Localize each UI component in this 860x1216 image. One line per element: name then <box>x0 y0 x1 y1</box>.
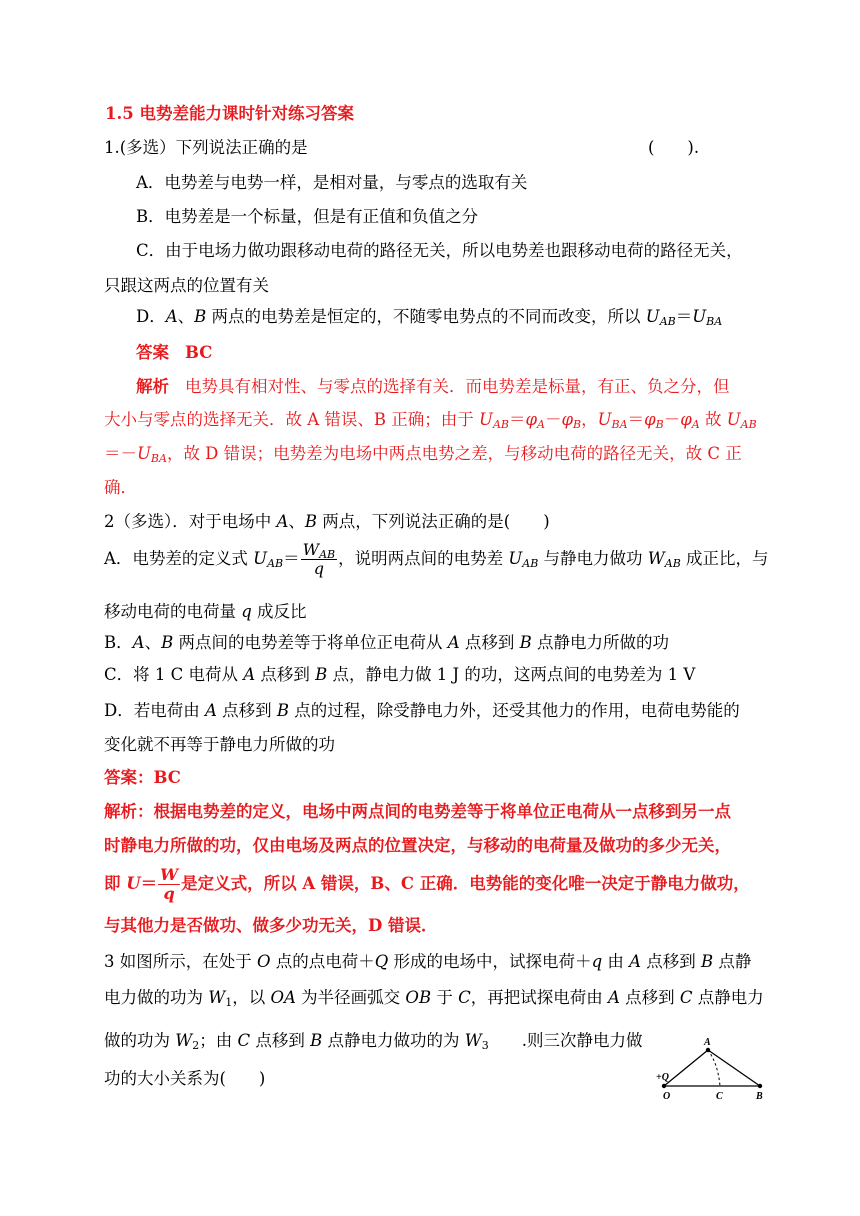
document-title: 1.5 电势差能力课时针对练习答案 <box>105 104 354 123</box>
q3-line4: 功的大小关系为( ) <box>104 1069 266 1088</box>
q1-explanation-line2: 大小与零点的选择无关．故 A 错误、B 正确；由于 $U_{AB}=\varphi_A-\varphi_B$，$U_{BA}=\varphi_B-\varphi_A$ 故 $U_{AB}$ <box>104 410 757 431</box>
q1-explanation-line3: $=-U_{BA}$，故 D 错误；电势差为电场中两点电势之差，与移动电荷的路径无关，故 C 正 <box>104 444 742 465</box>
q1-answer-label: 答案 <box>136 343 169 362</box>
point-a-dot <box>706 1048 710 1052</box>
q1-option-b: B．电势差是一个标量，但是有正值和负值之分 <box>136 207 479 226</box>
q1-option-d: D．A、B 两点的电势差是恒定的，不随零电势点的不同而改变，所以 $U_{AB}=U_{BA}$ <box>136 307 723 328</box>
label-q: +Q <box>656 1072 669 1083</box>
q1-explanation-label: 解析 <box>136 377 169 396</box>
q2-option-d-line2: 变化就不再等于静电力所做的功 <box>104 735 335 754</box>
q1-option-a: A．电势差与电势一样，是相对量，与零点的选取有关 <box>136 173 528 192</box>
point-o-dot <box>662 1084 666 1088</box>
q2-stem: 2（多选）．对于电场中 A、B 两点，下列说法正确的是( ) <box>104 512 550 531</box>
q3-line1: 3 如图所示，在处于 O 点的点电荷＋Q 形成的电场中，试探电荷＋q 由 A 点移到 B 点静 <box>104 952 752 971</box>
label-o: O <box>663 1091 671 1102</box>
segment-oa <box>664 1050 708 1086</box>
fraction-wab-over-q: $\frac{W_{AB}}{q}$ <box>302 540 336 578</box>
q2-explanation-line4: 与其他力是否做功、做多少功无关，D 错误． <box>104 916 438 935</box>
label-c: C <box>716 1091 723 1102</box>
charge-field-diagram <box>654 1036 774 1104</box>
segment-ab <box>708 1050 760 1086</box>
q2-explanation-line3: 即 U＝ $\frac{W}{q}$ 是定义式，所以 A 错误，B、C 正确．电势能的变化唯一决定于静电力做功， <box>104 865 750 903</box>
q1-explanation-line1: 解析 电势具有相对性、与零点的选择有关．而电势差是标量，有正、负之分，但 <box>136 377 730 396</box>
q2-option-a-line2: 移动电荷的电荷量 q 成反比 <box>104 602 307 621</box>
q2-option-b: B．A、B 两点间的电势差等于将单位正电荷从 A 点移到 B 点静电力所做的功 <box>104 633 670 652</box>
q1-answer <box>136 343 212 363</box>
fraction-w-over-q: $\frac{W}{q}$ <box>160 865 179 903</box>
q2-explanation-line2: 时静电力所做的功，仅由电场及两点的位置决定，与移动的电荷量及做功的多少无关， <box>104 836 731 855</box>
point-b-dot <box>758 1084 762 1088</box>
label-b: B <box>756 1091 763 1102</box>
q2-option-d-line1: D．若电荷由 A 点移到 B 点的过程，除受静电力外，还受其他力的作用，电荷电势能的 <box>104 701 740 720</box>
q1-option-c-line2: 只跟这两点的位置有关 <box>104 276 269 295</box>
q2-option-c: C．将 1 C 电荷从 A 点移到 B 点，静电力做 1 J 的功，这两点间的电势差为 1 V <box>104 665 696 684</box>
label-a: A <box>704 1037 711 1048</box>
q3-line2: 电力做的功为 $W_1$，以 OA 为半径画弧交 OB 于 C，再把试探电荷由 A 点移到 C 点静电力 <box>104 988 764 1009</box>
q2-option-a-line1: A．电势差的定义式 $U_{AB}=$ $\frac{W_{AB}}{q}$ ，说明两点间的电势差 $U_{AB}$ 与静电力做功 $W_{AB}$ 成正比，与 <box>104 540 769 578</box>
q2-explanation-line1: 解析：根据电势差的定义，电场中两点间的电势差等于将单位正电荷从一点移到另一点 <box>104 802 731 821</box>
q3-line3: 做的功为 $W_2$；由 C 点移到 B 点静电力做功的为 $W_3$ .则三次静电力做 <box>104 1031 643 1052</box>
q1-stem: 1.(多选）下列说法正确的是 <box>104 138 308 157</box>
q2-answer: 答案：BC <box>104 768 181 787</box>
q1-answer-paren: ( ). <box>648 138 700 157</box>
q1-explanation-line4: 确． <box>104 478 137 497</box>
arc-ac <box>708 1050 720 1086</box>
q1-option-c-line1: C．由于电场力做功跟移动电荷的路径无关，所以电势差也跟移动电荷的路径无关， <box>136 241 743 260</box>
q1-answer-value: BC <box>185 343 213 362</box>
